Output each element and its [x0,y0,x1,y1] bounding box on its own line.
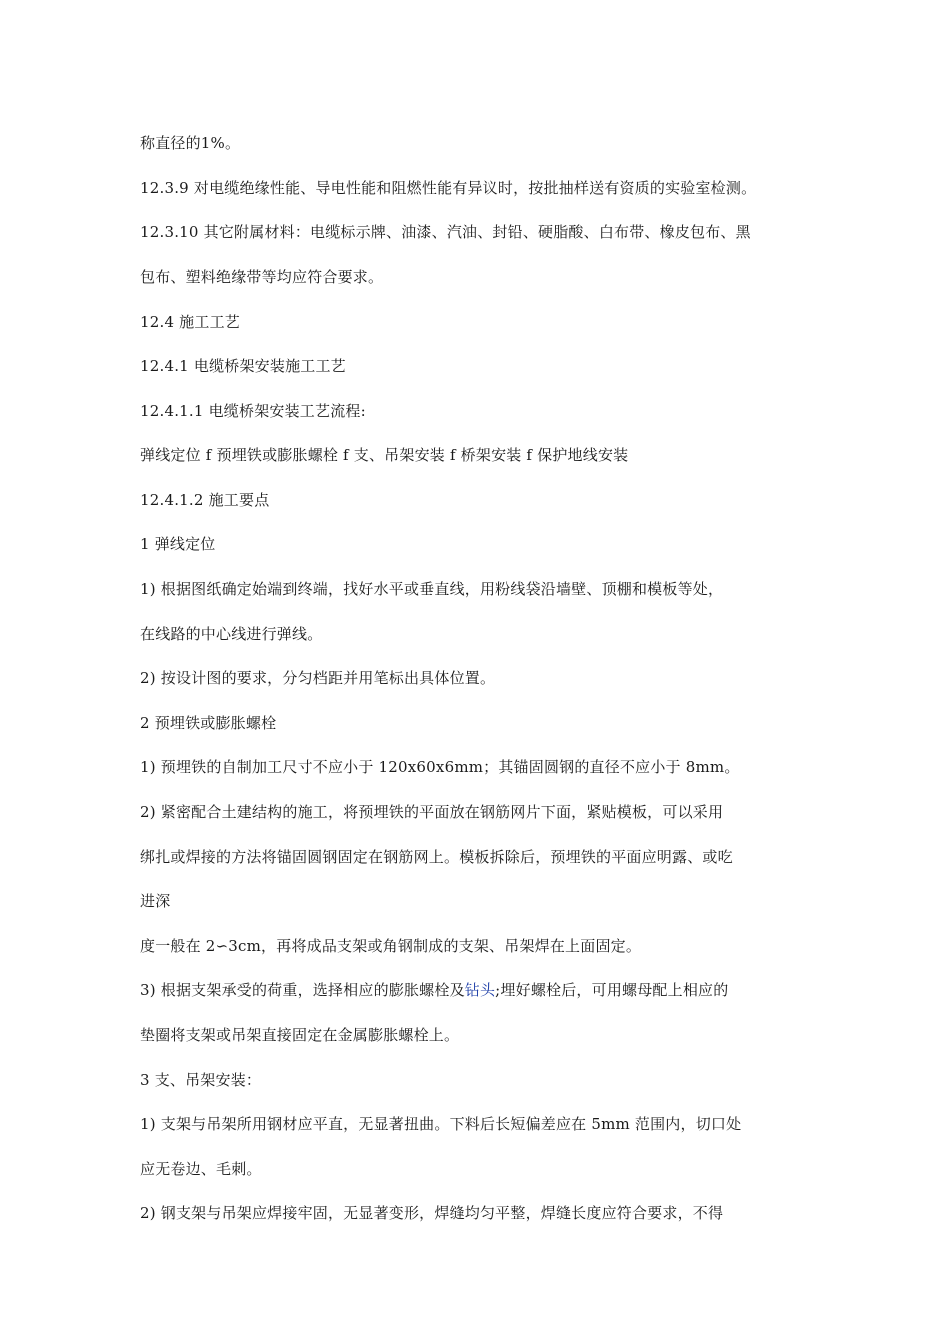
item-heading-2: 2 预埋铁或膨胀螺栓 [140,714,277,732]
text-line-23: 1) 支架与吊架所用钢材应平直，无显著扭曲。下料后长短偏差应在 5mm 范围内，切口处 [140,1115,742,1133]
item-heading-1: 1 弹线定位 [140,535,216,553]
section-heading-12-4-1-2: 12.4.1.2 施工要点 [140,491,270,509]
text-line-15: 1) 预埋铁的自制加工尺寸不应小于 120x60x6mm；其锚固圆钢的直径不应小于 8mm。 [140,758,740,776]
section-heading-12-4-1-1: 12.4.1.1 电缆桥架安装工艺流程: [140,402,366,420]
text-line-16: 2) 紧密配合土建结构的施工，将预埋铁的平面放在钢筋网片下面，紧贴模板，可以采用 [140,803,724,821]
text-line-25: 2) 钢支架与吊架应焊接牢固，无显著变形，焊缝均匀平整，焊缝长度应符合要求，不得 [140,1204,724,1222]
text-line-20-part2: ;埋好螺栓后，可用螺母配上相应的 [495,981,729,999]
text-line-17: 绑扎或焊接的方法将锚固圆钢固定在钢筋网上。模板拆除后，预埋铁的平面应明露、或吃 [140,848,733,866]
text-line-4: 包布、塑料绝缘带等均应符合要求。 [140,268,384,286]
text-line-1: 称直径的1%。 [140,134,241,152]
text-line-19: 度一般在 2∽3cm，再将成品支架或角钢制成的支架、吊架焊在上面固定。 [140,937,642,955]
process-flow-line: 弹线定位 f 预埋铁或膨胀螺栓 f 支、吊架安装 f 桥架安装 f 保护地线安装 [140,446,629,464]
drill-bit-link[interactable]: 钻头 [464,981,496,999]
text-line-21: 垫圈将支架或吊架直接固定在金属膨胀螺栓上。 [140,1026,460,1044]
text-line-20-part1: 3) 根据支架承受的荷重，选择相应的膨胀螺栓及 [140,981,465,999]
text-line-24: 应无卷边、毛刺。 [140,1160,262,1178]
text-line-18: 进深 [140,892,171,910]
text-line-2: 12.3.9 对电缆绝缘性能、导电性能和阻燃性能有异议时，按批抽样送有资质的实验室检测。 [140,179,757,197]
text-line-13: 2) 按设计图的要求，分匀档距并用笔标出具体位置。 [140,669,496,687]
text-line-11: 1) 根据图纸确定始端到终端，找好水平或垂直线，用粉线袋沿墙壁、顶棚和模板等处， [140,580,724,598]
section-heading-12-4: 12.4 施工工艺 [140,313,240,331]
text-line-12: 在线路的中心线进行弹线。 [140,625,323,643]
text-line-3: 12.3.10 其它附属材料：电缆标示牌、油漆、汽油、封铅、硬脂酸、白布带、橡皮包布、黑 [140,223,751,241]
section-heading-12-4-1: 12.4.1 电缆桥架安装施工工艺 [140,357,346,375]
item-heading-3: 3 支、吊架安装： [140,1071,262,1089]
text-line-20 [140,980,820,1000]
